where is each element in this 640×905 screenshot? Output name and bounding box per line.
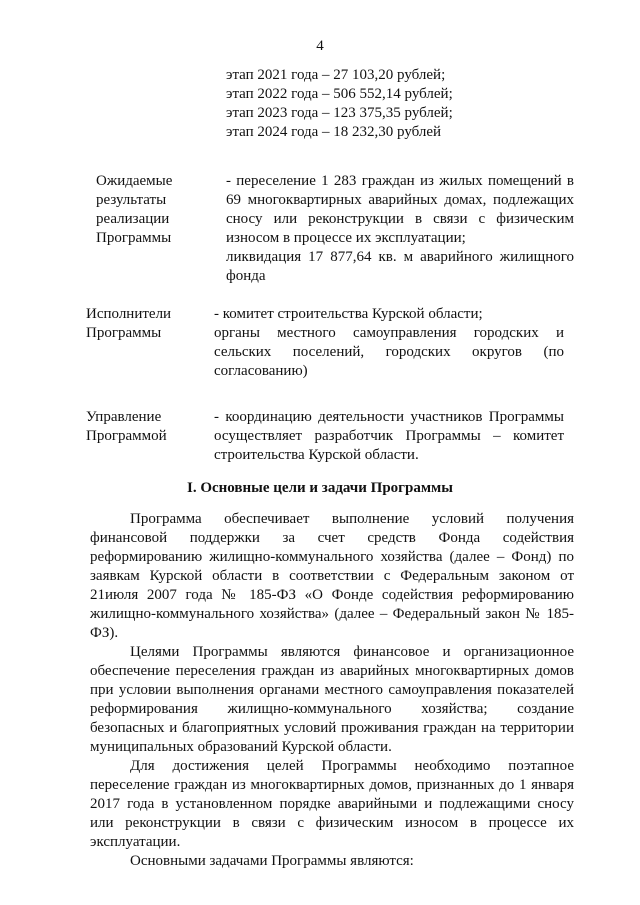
- section-title: I. Основные цели и задачи Программы: [187, 480, 453, 496]
- expected-results-value: [226, 172, 574, 286]
- paragraph: Для достижения целей Программы необходимо поэтапное переселение граждан из многоквартирных домов, признанных до 1 января 2017 года в установленном порядке аварийными и подлежащими сносу или реконструкции в связи с физическим износом в процессе их эксплуатации.: [90, 758, 574, 850]
- paragraph: Программа обеспечивает выполнение условий получения финансовой поддержки за счет средств Фонда содействия реформированию жилищно-коммунального хозяйства (далее – Фонд) по заявкам Курской области в соответствии с Федеральным законом от 21июля 2007 года № 185-ФЗ «О Фонде содействия реформированию жилищно-коммунального хозяйства» (далее – Федеральный закон № 185-ФЗ).: [90, 511, 574, 641]
- funding-stages-list: [226, 66, 453, 142]
- page-number: 4: [316, 38, 324, 54]
- liquidation-text: ликвидация 17 877,64 кв. м аварийного жилищного фонда: [226, 249, 574, 284]
- funding-stage-2021: этап 2021 года – 27 103,20 рублей;: [226, 67, 446, 83]
- funding-stage-2023: этап 2023 года – 123 375,35 рублей;: [226, 105, 453, 121]
- executor-local-authorities: органы местного самоуправления городских и сельских поселений, городских округов (по согласованию): [214, 325, 564, 379]
- executor-committee: - комитет строительства Курской области;: [214, 306, 483, 322]
- expected-results-label: Ожидаемые результаты реализации Программы: [96, 173, 173, 246]
- funding-stage-2024: этап 2024 года – 18 232,30 рублей: [226, 124, 442, 140]
- paragraph: Основными задачами Программы являются:: [130, 853, 414, 869]
- section-body: [90, 510, 574, 871]
- management-text: - координацию деятельности участников Программы осуществляет разработчик Программы – комитет строительства Курской области.: [214, 409, 564, 463]
- executors-label: Исполнители Программы: [86, 306, 172, 341]
- funding-stage-2022: этап 2022 года – 506 552,14 рублей;: [226, 86, 453, 102]
- management-label: Управление Программой: [86, 409, 167, 444]
- paragraph: Целями Программы являются финансовое и организационное обеспечение переселения граждан из аварийных многоквартирных домов при условии выполнения органами местного самоуправления показателей реформирования жилищно-коммунального хозяйства; создание безопасных и благоприятных условий проживания граждан на территории муниципальных образований Курской области.: [90, 644, 574, 755]
- resettlement-text: - переселение 1 283 граждан из жилых помещений в 69 многоквартирных аварийных домах, подлежащих сносу или реконструкции в связи с физическим износом в процессе их эксплуатации;: [226, 173, 574, 246]
- management-value: [214, 408, 564, 465]
- executors-value: [214, 305, 564, 381]
